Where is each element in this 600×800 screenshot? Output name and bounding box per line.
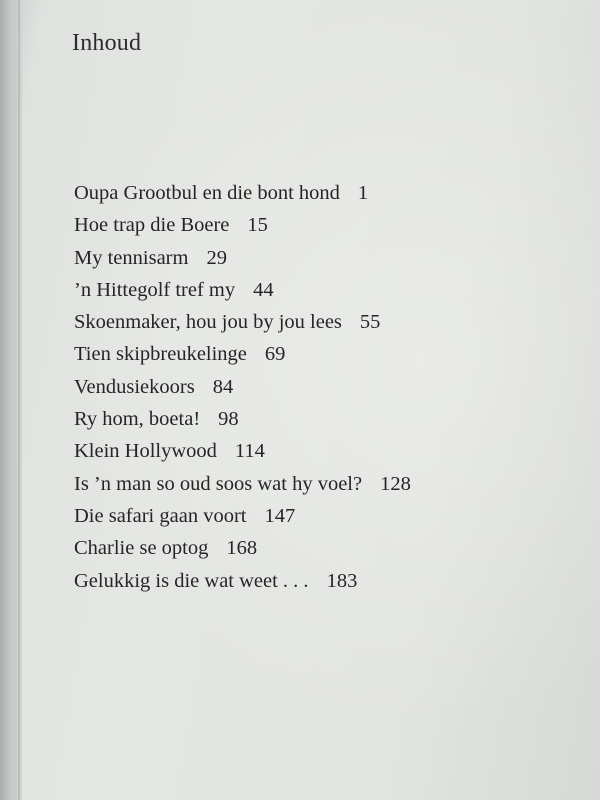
entry-title: Klein Hollywood [74,440,217,463]
entry-page-number: 55 [359,311,381,334]
entry-page-number: 44 [253,278,274,301]
toc-entry [74,242,411,274]
entry-title: Charlie se optog [74,537,209,560]
entry-page-number: 98 [218,408,239,431]
entry-page-number: 114 [234,440,265,463]
entry-page-number: 147 [264,504,296,527]
toc-entry [74,500,411,532]
entry-page-number: 168 [226,537,258,560]
entry-title: Gelukkig is die wat weet . . . [74,569,309,592]
toc-entry [74,338,411,370]
entry-title: Tien skipbreukelinge [74,343,247,366]
entry-title: Oupa Grootbul en die bont hond [74,182,340,204]
entry-title: Vendusiekoors [74,375,195,398]
toc-entry [74,435,411,467]
entry-title: Hoe trap die Boere [74,214,230,237]
entry-title: Is ’n man so oud soos wat hy voel? [74,472,363,495]
toc-entry [74,371,411,403]
toc-entry [74,274,411,306]
entry-title: Die safari gaan voort [74,504,247,527]
entry-page-number: 128 [380,472,411,495]
toc-entry [74,468,411,500]
entry-page-number: 1 [357,182,369,204]
entry-page-number: 15 [247,214,268,237]
entry-title: Skoenmaker, hou jou by jou lees [74,311,342,334]
entry-page-number: 69 [264,343,286,366]
entry-page-number: 183 [326,569,358,592]
entry-page-number: 84 [212,375,234,398]
page-title: Inhoud [72,30,142,56]
entry-page-number: 29 [206,246,227,269]
toc-entry [74,209,411,241]
table-of-contents [74,177,411,597]
toc-entry [74,306,411,338]
entry-title: My tennisarm [74,246,189,269]
toc-entry [74,403,411,435]
entry-title: Ry hom, boeta! [74,408,201,431]
entry-title: ’n Hittegolf tref my [74,278,236,301]
toc-entry [74,532,411,564]
gutter-edge [18,0,20,800]
toc-entry [74,565,411,597]
toc-entry [74,177,411,209]
